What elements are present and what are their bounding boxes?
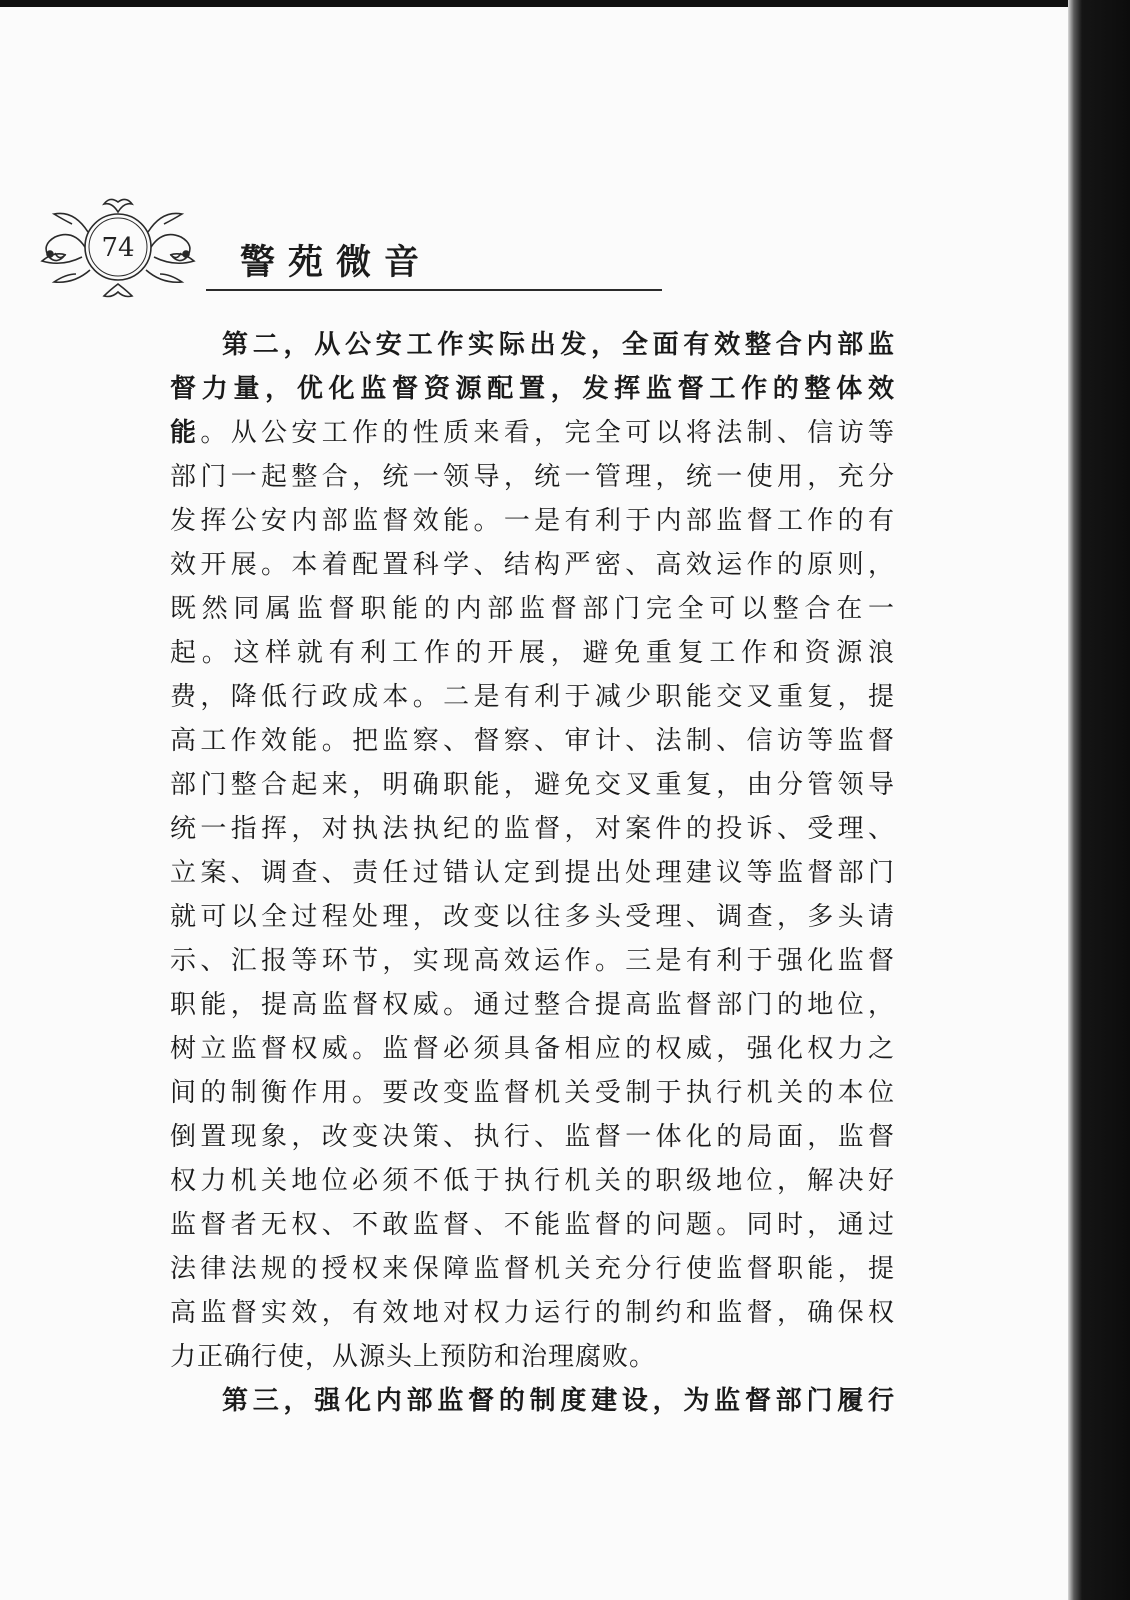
text-line: 示、汇报等环节，实现高效运作。三是有利于强化监督: [170, 946, 894, 976]
text-line: 力正确行使，从源头上预防和治理腐败。: [170, 1342, 657, 1372]
text-line: 统一指挥，对执法执纪的监督，对案件的投诉、受理、: [170, 814, 894, 844]
text-line: 督力量，优化监督资源配置，发挥监督工作的整体效: [170, 374, 894, 404]
text-line: 起。这样就有利工作的开展，避免重复工作和资源浪: [170, 638, 894, 668]
scan-edge-right: [1068, 0, 1130, 1600]
text-line: 部门一起整合，统一领导，统一管理，统一使用，充分: [170, 462, 894, 492]
text-line: 法律法规的授权来保障监督机关充分行使监督职能，提: [170, 1254, 894, 1284]
body-text: [170, 323, 894, 1423]
text-line: 发挥公安内部监督效能。一是有利于内部监督工作的有: [170, 506, 894, 536]
text-line: 高监督实效，有效地对权力运行的制约和监督，确保权: [170, 1298, 894, 1328]
text-line: 树立监督权威。监督必须具备相应的权威，强化权力之: [170, 1034, 894, 1064]
text-line: 高工作效能。把监察、督察、审计、法制、信访等监督: [170, 726, 894, 756]
text-line: 权力机关地位必须不低于执行机关的职级地位，解决好: [170, 1166, 894, 1196]
text-line: 费，降低行政成本。二是有利于减少职能交叉重复，提: [170, 682, 894, 712]
text-line: 就可以全过程处理，改变以往多头受理、调查，多头请: [170, 902, 894, 932]
text-line: 监督者无权、不敢监督、不能监督的问题。同时，通过: [170, 1210, 894, 1240]
text-line: 既然同属监督职能的内部监督部门完全可以整合在一: [170, 594, 894, 624]
text-line: 部门整合起来，明确职能，避免交叉重复，由分管领导: [170, 770, 894, 800]
text-line: 间的制衡作用。要改变监督机关受制于执行机关的本位: [170, 1078, 894, 1108]
page-number: 74: [101, 233, 135, 263]
text-line: 立案、调查、责任过错认定到提出处理建议等监督部门: [170, 858, 894, 888]
running-title: 警苑微音: [240, 243, 433, 283]
header-rule: [206, 289, 662, 291]
text-line: 第三，强化内部监督的制度建设，为监督部门履行: [222, 1386, 894, 1416]
scan-edge-top: [0, 0, 1130, 7]
text-line: 能。从公安工作的性质来看，完全可以将法制、信访等: [170, 418, 894, 448]
text-line: 效开展。本着配置科学、结构严密、高效运作的原则，: [170, 550, 894, 580]
text-line: 倒置现象，改变决策、执行、监督一体化的局面，监督: [170, 1122, 894, 1152]
text-line: 职能，提高监督权威。通过整合提高监督部门的地位，: [170, 990, 894, 1020]
text-line: 第二，从公安工作实际出发，全面有效整合内部监: [222, 330, 894, 360]
